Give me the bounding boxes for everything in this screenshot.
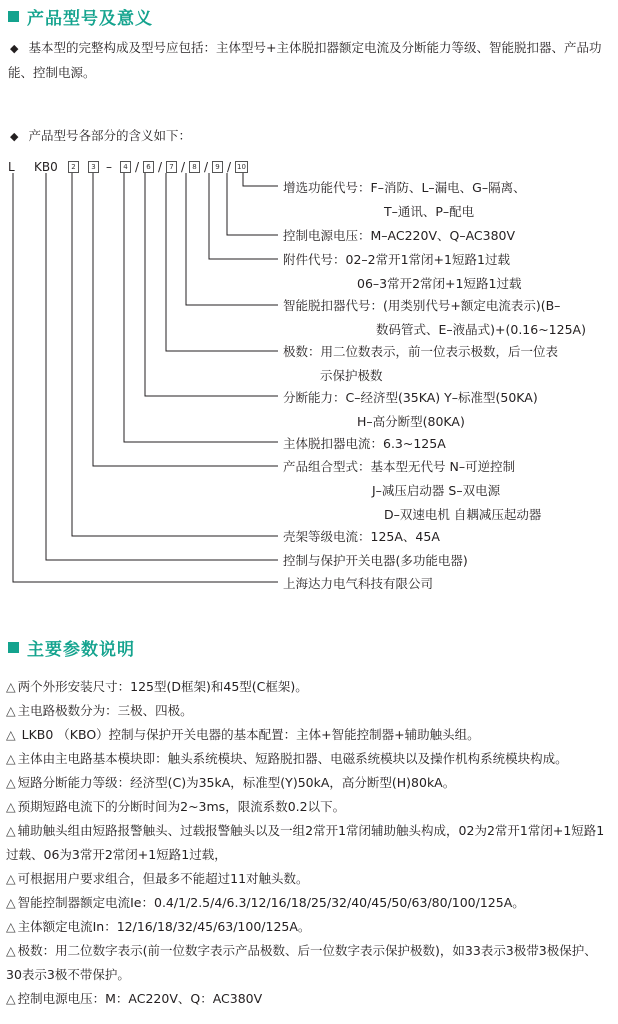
code-prefix-kbo: KB0 [34,160,58,174]
code-box-6: 6 [143,161,154,173]
section-title-text: 主要参数说明 [27,639,135,660]
code-box-7: 7 [166,161,177,173]
diamond-bullet-icon: ◆ [10,130,19,143]
param-item: △ 可根据用户要求组合，但最多不能超过11对触头数。 [6,871,309,886]
triangle-bullet-icon: △ [6,943,16,958]
triangle-bullet-icon: △ [6,679,16,694]
code-slash: / [204,160,209,174]
code-box-4: 4 [120,161,131,173]
desc-box-6-line2: 示保护极数 [320,368,383,383]
connector-box-6 [166,173,278,351]
code-box-2: 2 [68,161,79,173]
code-box-10: 10 [235,161,248,173]
code-box-3: 3 [88,161,99,173]
desc-box-2-line1: 产品组合型式：基本型无代号 N–可逆控制 [283,459,516,474]
param-item: △ 控制电源电压：M：AC220V、Q：AC380V [6,991,263,1006]
desc-l: 上海达力电气科技有限公司 [283,576,434,591]
triangle-bullet-icon: △ [6,751,16,766]
param-item: △ 主电路极数分为：三极、四极。 [6,703,193,718]
connector-box-4 [145,173,278,396]
triangle-bullet-icon: △ [6,799,16,814]
section-title-text: 产品型号及意义 [27,8,153,29]
triangle-bullet-icon: △ [6,919,16,934]
code-slash: / [227,160,232,174]
desc-box-9: 控制电源电压：M–AC220V、Q–AC380V [283,228,516,243]
triangle-bullet-icon: △ [6,775,16,790]
code-slash: / [158,160,163,174]
desc-box-7-line2: 数码管式、E–液晶式)+(0.16~125A) [376,322,586,337]
param-item: △ 两个外形安装尺寸：125型(D框架)和45型(C框架)。 [6,679,308,694]
desc-box-8-line1: 附件代号：02–2常开1常闭+1短路1过载 [283,252,510,267]
triangle-bullet-icon: △ [6,727,16,742]
diamond-bullet-icon: ◆ [10,42,19,55]
param-list [6,675,612,1011]
connector-kbo [46,173,278,560]
param-item: △ 短路分断能力等级：经济型(C)为35kA，标准型(Y)50kA，高分断型(H)80kA。 [6,775,456,790]
code-dash: – [106,160,112,174]
connector-shell [72,173,278,536]
param-item: △ 智能控制器额定电流Ie：0.4/1/2.5/4/6.3/12/16/18/25/32/40/45/50/63/80/100/125A。 [6,895,525,910]
connector-box-9 [227,173,278,235]
desc-box-2-line2: J–减压启动器 S–双电源 [372,483,501,498]
code-box-9: 9 [212,161,223,173]
triangle-bullet-icon: △ [6,895,16,910]
triangle-bullet-icon: △ [6,871,16,886]
triangle-bullet-icon: △ [6,703,16,718]
desc-box-10-line2: T–通讯、P–配电 [384,204,475,219]
param-item: △ 预期短路电流下的分断时间为2~3ms，限流系数0.2以下。 [6,799,346,814]
intro-text: 基本型的完整构成及型号应包括：主体型号+主体脱扣器额定电流及分断能力等级、智能脱扣器、产品功能、控制电源。 [8,40,602,80]
desc-kbo: 控制与保护开关电器(多功能电器) [283,553,468,568]
connector-box-3 [124,173,278,442]
triangle-bullet-icon: △ [6,991,16,1006]
connector-box-7 [186,173,278,305]
connector-box-10 [243,173,278,186]
param-item: △ 极数：用二位数字表示(前一位数字表示产品极数、后一位数字表示保护极数)，如33表示3极带3极保护、30表示3极不带保护。 [6,943,597,982]
code-prefix-l: L [8,160,15,174]
desc-box-6-line1: 极数：用二位数表示，前一位表示极数，后一位表 [283,344,559,359]
param-item: △ LKB0 （KBO）控制与保护开关电器的基本配置：主体+智能控制器+辅助触头组。 [6,727,480,742]
code-box-8: 8 [189,161,200,173]
parts-text: 产品型号各部分的含义如下： [28,128,191,143]
code-slash: / [181,160,186,174]
triangle-bullet-icon: △ [6,823,16,838]
square-bullet-icon [8,642,19,653]
desc-box-2-line3: D–双速电机 自耦减压起动器 [384,507,542,522]
desc-box-7-line1: 智能脱扣器代号：(用类别代号+额定电流表示)(B– [283,298,561,313]
desc-box-3: 主体脱扣器电流：6.3~125A [283,436,446,451]
desc-box-4-line2: H–高分断型(80KA) [357,414,465,429]
desc-box-10-line1: 增选功能代号：F–消防、L–漏电、G–隔离、 [283,180,526,195]
desc-box-8-line2: 06–3常开2常闭+1短路1过载 [357,276,522,291]
param-item: △ 主体额定电流In：12/16/18/32/45/63/100/125A。 [6,919,311,934]
param-item: △ 主体由主电路基本模块即：触头系统模块、短路脱扣器、电磁系统模块以及操作机构系统模块构成。 [6,751,568,766]
code-slash: / [135,160,140,174]
param-item: △ 辅助触头组由短路报警触头、过载报警触头以及一组2常开1常闭辅助触头构成，02为2常开1常闭+1短路1过载、06为3常开2常闭+1短路1过载， [6,823,605,862]
section-title-params [8,635,135,659]
desc-box-4-line1: 分断能力：C–经济型(35KA) Y–标准型(50KA) [283,390,538,405]
desc-shell: 壳架等级电流：125A、45A [283,529,440,544]
